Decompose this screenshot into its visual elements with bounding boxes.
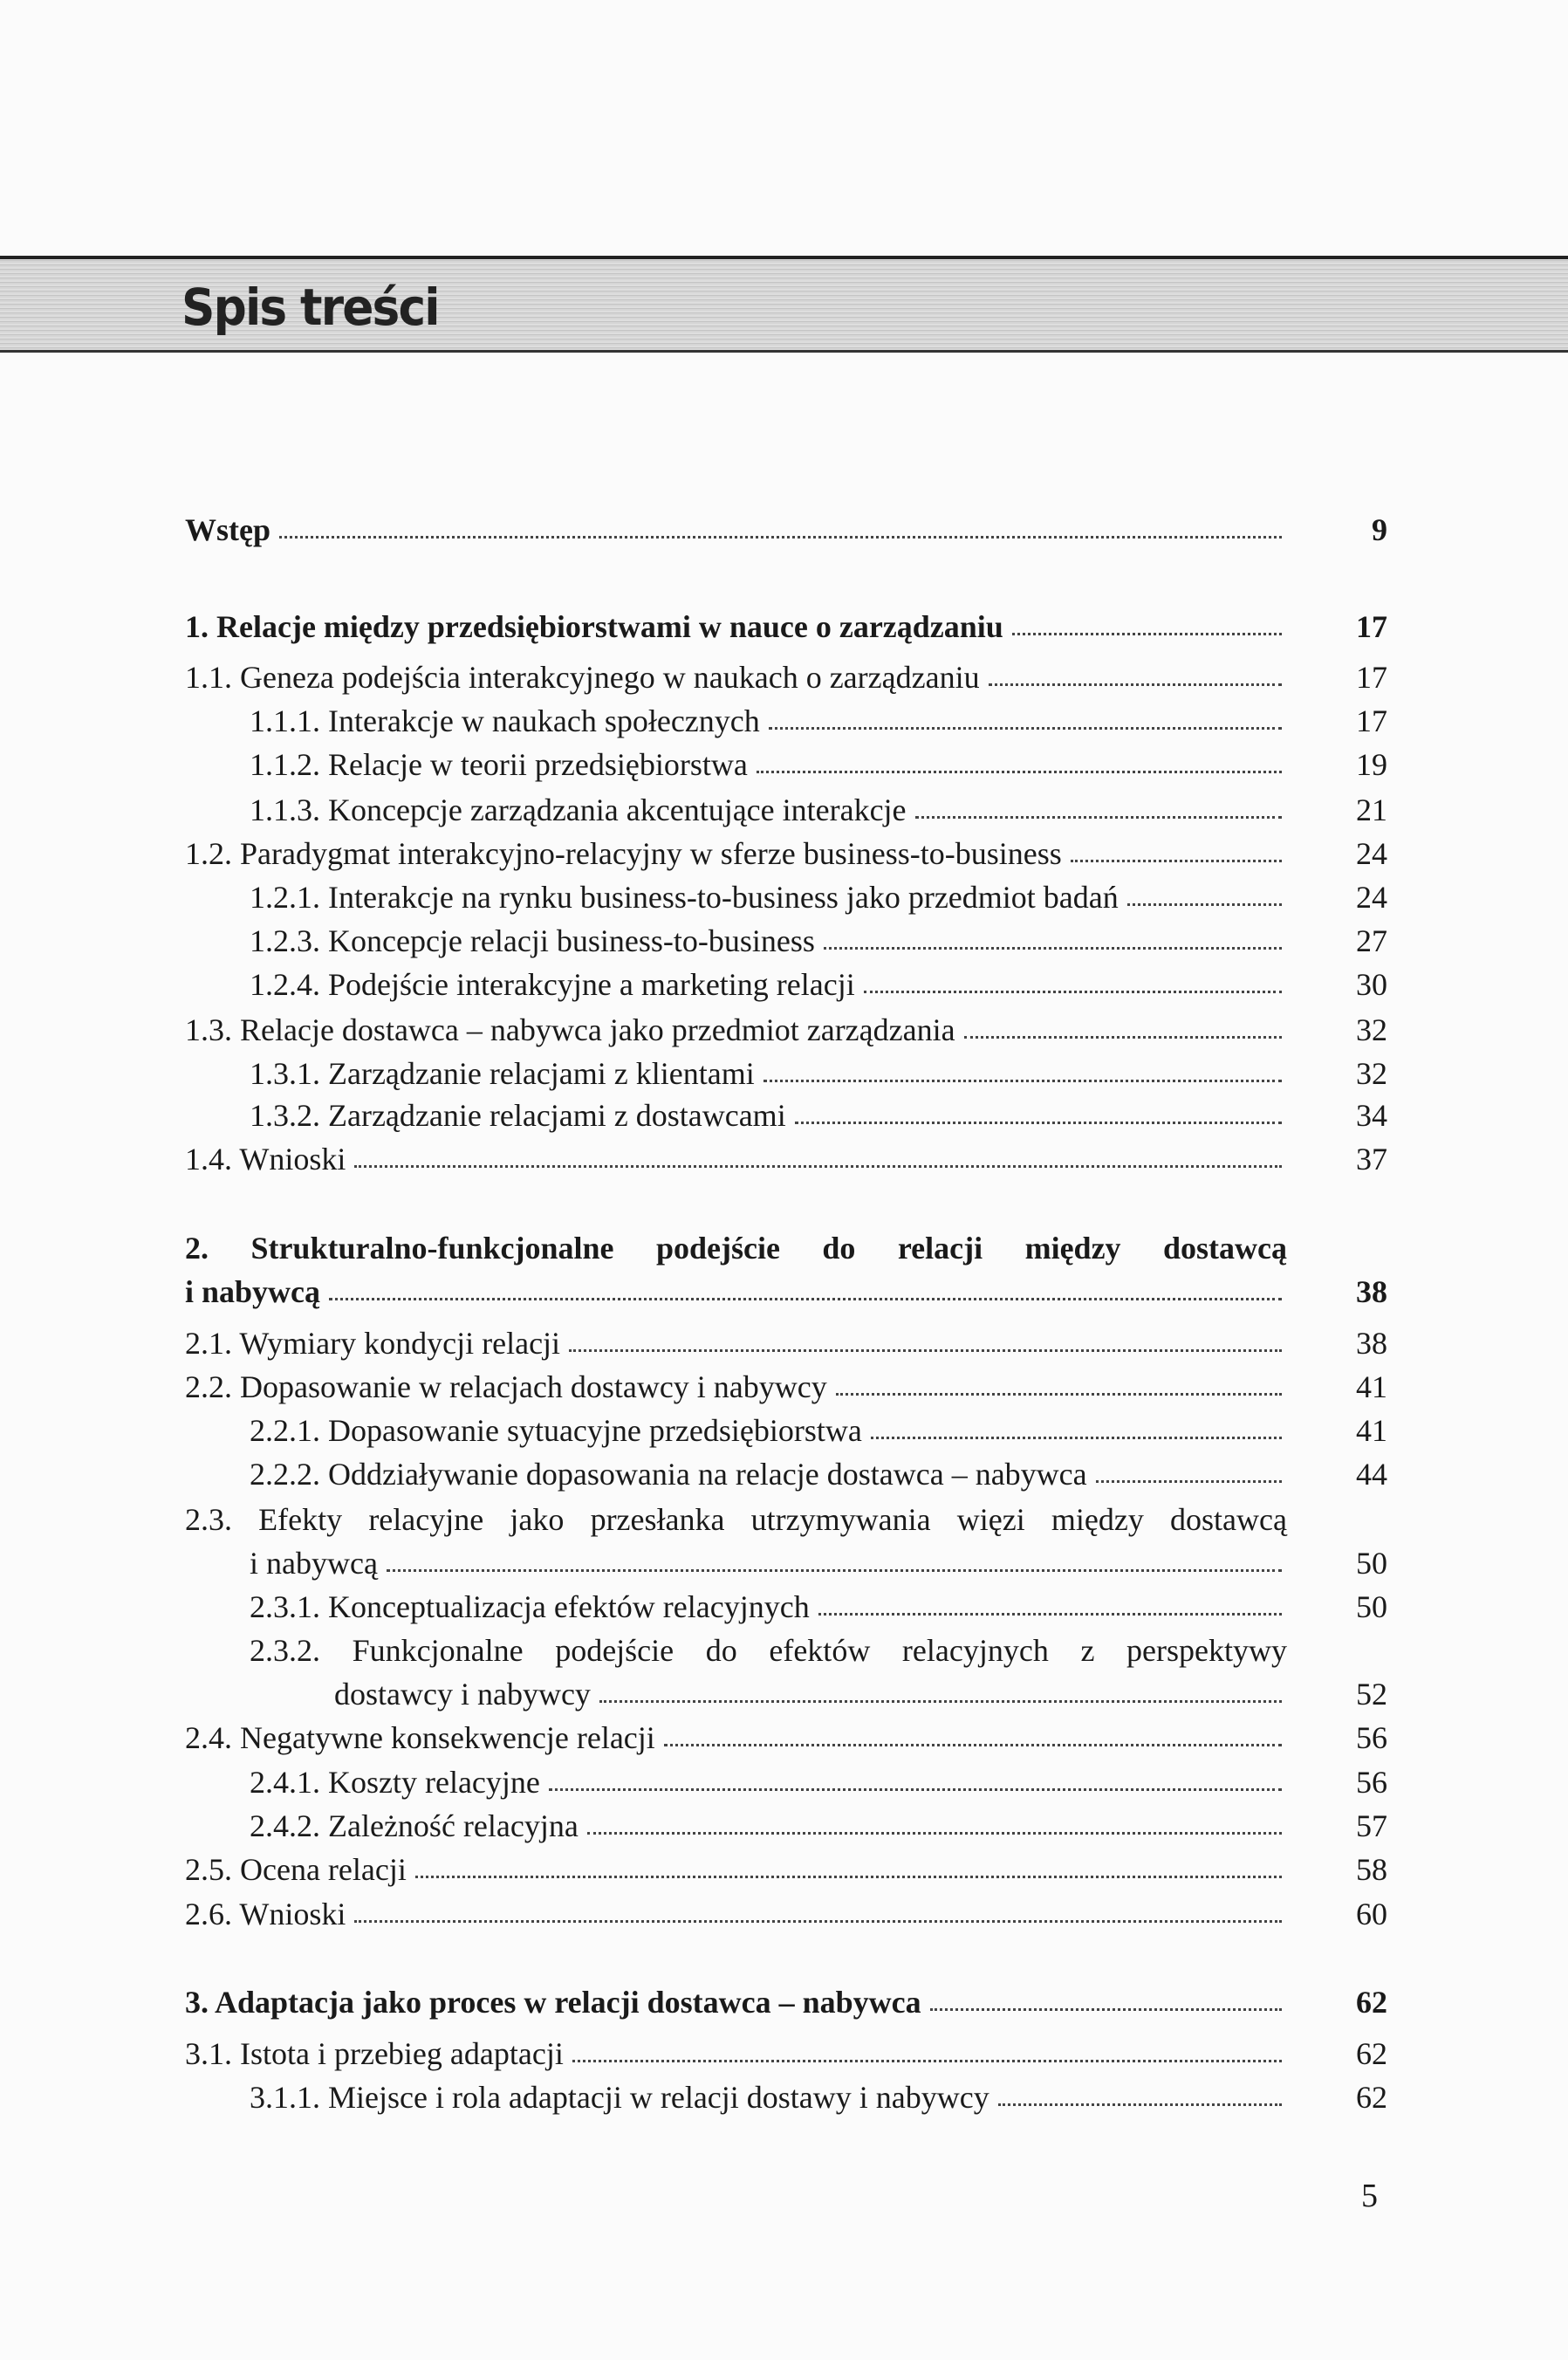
dot-leader xyxy=(757,771,1282,773)
dot-leader xyxy=(279,536,1282,539)
dot-leader xyxy=(569,1349,1282,1352)
dot-leader xyxy=(1071,860,1282,862)
toc-entry[interactable] xyxy=(185,1321,1387,1365)
toc-entry-page: 27 xyxy=(1356,923,1387,958)
toc-entry-page: 38 xyxy=(1356,1326,1387,1361)
toc-entry[interactable] xyxy=(250,919,1387,963)
toc-entry-page: 19 xyxy=(1356,747,1387,782)
toc-entry-title: 2.4.1. Koszty relacyjne xyxy=(250,1765,540,1800)
toc-entry-page: 32 xyxy=(1356,1056,1387,1091)
toc-entry-title: 3.1. Istota i przebieg adaptacji xyxy=(185,2036,564,2071)
toc-entry-page: 17 xyxy=(1356,703,1387,738)
toc-entry-page: 56 xyxy=(1356,1765,1387,1800)
toc-entry[interactable] xyxy=(250,875,1387,919)
dot-leader xyxy=(387,1569,1282,1572)
toc-entry-title: 1. Relacje między przedsiębiorstwami w nauce o zarządzaniu xyxy=(185,609,1003,644)
dot-leader xyxy=(1096,1480,1282,1483)
dot-leader xyxy=(415,1876,1282,1878)
dot-leader xyxy=(572,2060,1282,2062)
toc-entry-page: 52 xyxy=(1356,1677,1387,1712)
toc-entry-title: 3.1.1. Miejsce i rola adaptacji w relacji dostawy i nabywcy xyxy=(250,2080,989,2115)
toc-entry-title: 3. Adaptacja jako proces w relacji dostawca – nabywca xyxy=(185,1985,921,2020)
toc-entry[interactable] xyxy=(185,508,1387,552)
dot-leader xyxy=(763,1080,1282,1082)
dot-leader xyxy=(818,1613,1282,1616)
toc-entry-page: 58 xyxy=(1356,1852,1387,1887)
page-title: Spis treści xyxy=(181,278,439,337)
toc-entry-title: 2.2.1. Dopasowanie sytuacyjne przedsiębiorstwa xyxy=(250,1413,862,1448)
toc-entry-title: 1.2. Paradygmat interakcyjno-relacyjny w sferze business-to-business xyxy=(185,836,1062,871)
toc-entry-title: 2.2. Dopasowanie w relacjach dostawcy i nabywcy xyxy=(185,1369,827,1404)
toc-entry[interactable] xyxy=(185,2032,1387,2075)
dot-leader xyxy=(1127,903,1282,906)
toc-entry-title: 1.3. Relacje dostawca – nabywca jako przedmiot zarządzania xyxy=(185,1012,955,1047)
toc-entry[interactable] xyxy=(250,1585,1387,1629)
toc-entry[interactable] xyxy=(250,699,1387,743)
toc-entry-page: 30 xyxy=(1356,967,1387,1002)
dot-leader xyxy=(795,1122,1282,1124)
dot-leader xyxy=(836,1393,1282,1396)
toc-entry-page: 17 xyxy=(1356,660,1387,695)
toc-entry[interactable] xyxy=(185,1892,1387,1936)
toc-entry-page: 38 xyxy=(1356,1274,1387,1309)
dot-leader xyxy=(930,2008,1282,2011)
toc-entry-page: 41 xyxy=(1356,1369,1387,1404)
toc-entry-title: i nabywcą xyxy=(185,1274,321,1309)
toc-entry[interactable] xyxy=(250,1541,1387,1585)
dot-leader xyxy=(549,1788,1282,1791)
toc-entry-title: 1.2.3. Koncepcje relacji business-to-business xyxy=(250,923,815,958)
toc-entry[interactable] xyxy=(185,1716,1387,1760)
toc-entry-title: 1.1.3. Koncepcje zarządzania akcentujące interakcje xyxy=(250,792,907,827)
toc-entry-page: 32 xyxy=(1356,1012,1387,1047)
dot-leader xyxy=(664,1744,1282,1746)
toc-entry-title: i nabywcą xyxy=(250,1546,378,1581)
dot-leader xyxy=(329,1298,1282,1300)
toc-entry-line[interactable]: 2. Strukturalno-funkcjonalne podejście do relacji między dostawcą xyxy=(185,1231,1287,1266)
toc-entry-page: 62 xyxy=(1356,1985,1387,2020)
toc-entry-title: 1.4. Wnioski xyxy=(185,1142,346,1177)
toc-entry[interactable] xyxy=(185,655,1387,699)
toc-entry-title: 1.1.2. Relacje w teorii przedsiębiorstwa xyxy=(250,747,748,782)
dot-leader xyxy=(915,816,1282,819)
toc-entry-page: 9 xyxy=(1372,512,1387,547)
dot-leader xyxy=(587,1832,1282,1835)
toc-entry[interactable] xyxy=(334,1672,1387,1716)
dot-leader xyxy=(1012,633,1282,635)
page-number: 5 xyxy=(1361,2178,1378,2214)
toc-entry-page: 44 xyxy=(1356,1457,1387,1492)
toc-entry-title: 2.5. Ocena relacji xyxy=(185,1852,407,1887)
toc-entry[interactable] xyxy=(250,743,1387,786)
toc-entry-title: 2.4.2. Zależność relacyjna xyxy=(250,1808,579,1843)
dot-leader xyxy=(864,991,1282,993)
toc-entry[interactable] xyxy=(250,1409,1387,1452)
dot-leader xyxy=(354,1165,1282,1168)
toc-entry[interactable] xyxy=(185,1365,1387,1409)
toc-entry-title: 1.2.4. Podejście interakcyjne a marketing relacji xyxy=(250,967,855,1002)
toc-entry-line[interactable]: 2.3.2. Funkcjonalne podejście do efektów relacyjnych z perspektywy xyxy=(250,1633,1287,1668)
toc-entry[interactable] xyxy=(250,2075,1387,2119)
toc-entry-title: 1.1.1. Interakcje w naukach społecznych xyxy=(250,703,760,738)
toc-entry[interactable] xyxy=(250,788,1387,832)
toc-entry-title: 1.1. Geneza podejścia interakcyjnego w naukach o zarządzaniu xyxy=(185,660,980,695)
toc-entry[interactable] xyxy=(185,1270,1387,1314)
toc-entry-title: Wstęp xyxy=(185,512,270,547)
toc-entry[interactable] xyxy=(250,1452,1387,1496)
toc-entry-title: 2.1. Wymiary kondycji relacji xyxy=(185,1326,561,1361)
toc-entry[interactable] xyxy=(250,1094,1387,1137)
toc-entry[interactable] xyxy=(185,1008,1387,1052)
toc-entry-page: 62 xyxy=(1356,2080,1387,2115)
dot-leader xyxy=(989,683,1282,686)
toc-entry-page: 17 xyxy=(1356,609,1387,644)
toc-entry-page: 50 xyxy=(1356,1589,1387,1624)
toc-entry-page: 60 xyxy=(1356,1897,1387,1931)
toc-entry-page: 24 xyxy=(1356,880,1387,915)
toc-entry-title: 2.3.1. Konceptualizacja efektów relacyjnych xyxy=(250,1589,810,1624)
toc-entry[interactable] xyxy=(250,963,1387,1006)
dot-leader xyxy=(871,1437,1282,1439)
dot-leader xyxy=(354,1920,1282,1923)
toc-entry-page: 62 xyxy=(1356,2036,1387,2071)
toc-entry-title: 1.3.1. Zarządzanie relacjami z klientami xyxy=(250,1056,755,1091)
dot-leader xyxy=(769,727,1282,730)
dot-leader xyxy=(599,1700,1282,1703)
toc-entry-line[interactable]: 2.3. Efekty relacyjne jako przesłanka utrzymywania więzi między dostawcą xyxy=(185,1502,1287,1537)
toc-entry[interactable] xyxy=(250,1052,1387,1095)
toc-entry[interactable] xyxy=(250,1804,1387,1848)
toc-entry[interactable] xyxy=(185,1980,1387,2024)
toc-entry[interactable] xyxy=(185,605,1387,648)
toc-entry[interactable] xyxy=(185,1137,1387,1181)
toc-entry[interactable] xyxy=(185,1848,1387,1891)
toc-entry-page: 41 xyxy=(1356,1413,1387,1448)
toc-entry-title: 1.2.1. Interakcje na rynku business-to-business jako przedmiot badań xyxy=(250,880,1119,915)
toc-entry-title: 2.2.2. Oddziaływanie dopasowania na relacje dostawca – nabywca xyxy=(250,1457,1087,1492)
toc-entry-page: 50 xyxy=(1356,1546,1387,1581)
dot-leader xyxy=(998,2103,1282,2106)
toc-entry[interactable] xyxy=(250,1760,1387,1804)
dot-leader xyxy=(964,1036,1282,1039)
toc-entry-page: 37 xyxy=(1356,1142,1387,1177)
toc-entry-page: 56 xyxy=(1356,1720,1387,1755)
toc-entry-page: 34 xyxy=(1356,1098,1387,1133)
toc-entry-title: 2.6. Wnioski xyxy=(185,1897,346,1931)
toc-entry-page: 24 xyxy=(1356,836,1387,871)
dot-leader xyxy=(824,947,1282,950)
toc-entry-title: 1.3.2. Zarządzanie relacjami z dostawcami xyxy=(250,1098,786,1133)
toc-entry-title: dostawcy i nabywcy xyxy=(334,1677,591,1712)
toc-entry[interactable] xyxy=(185,832,1387,875)
toc-entry-page: 57 xyxy=(1356,1808,1387,1843)
toc-entry-page: 21 xyxy=(1356,792,1387,827)
toc-entry-title: 2.4. Negatywne konsekwencje relacji xyxy=(185,1720,655,1755)
